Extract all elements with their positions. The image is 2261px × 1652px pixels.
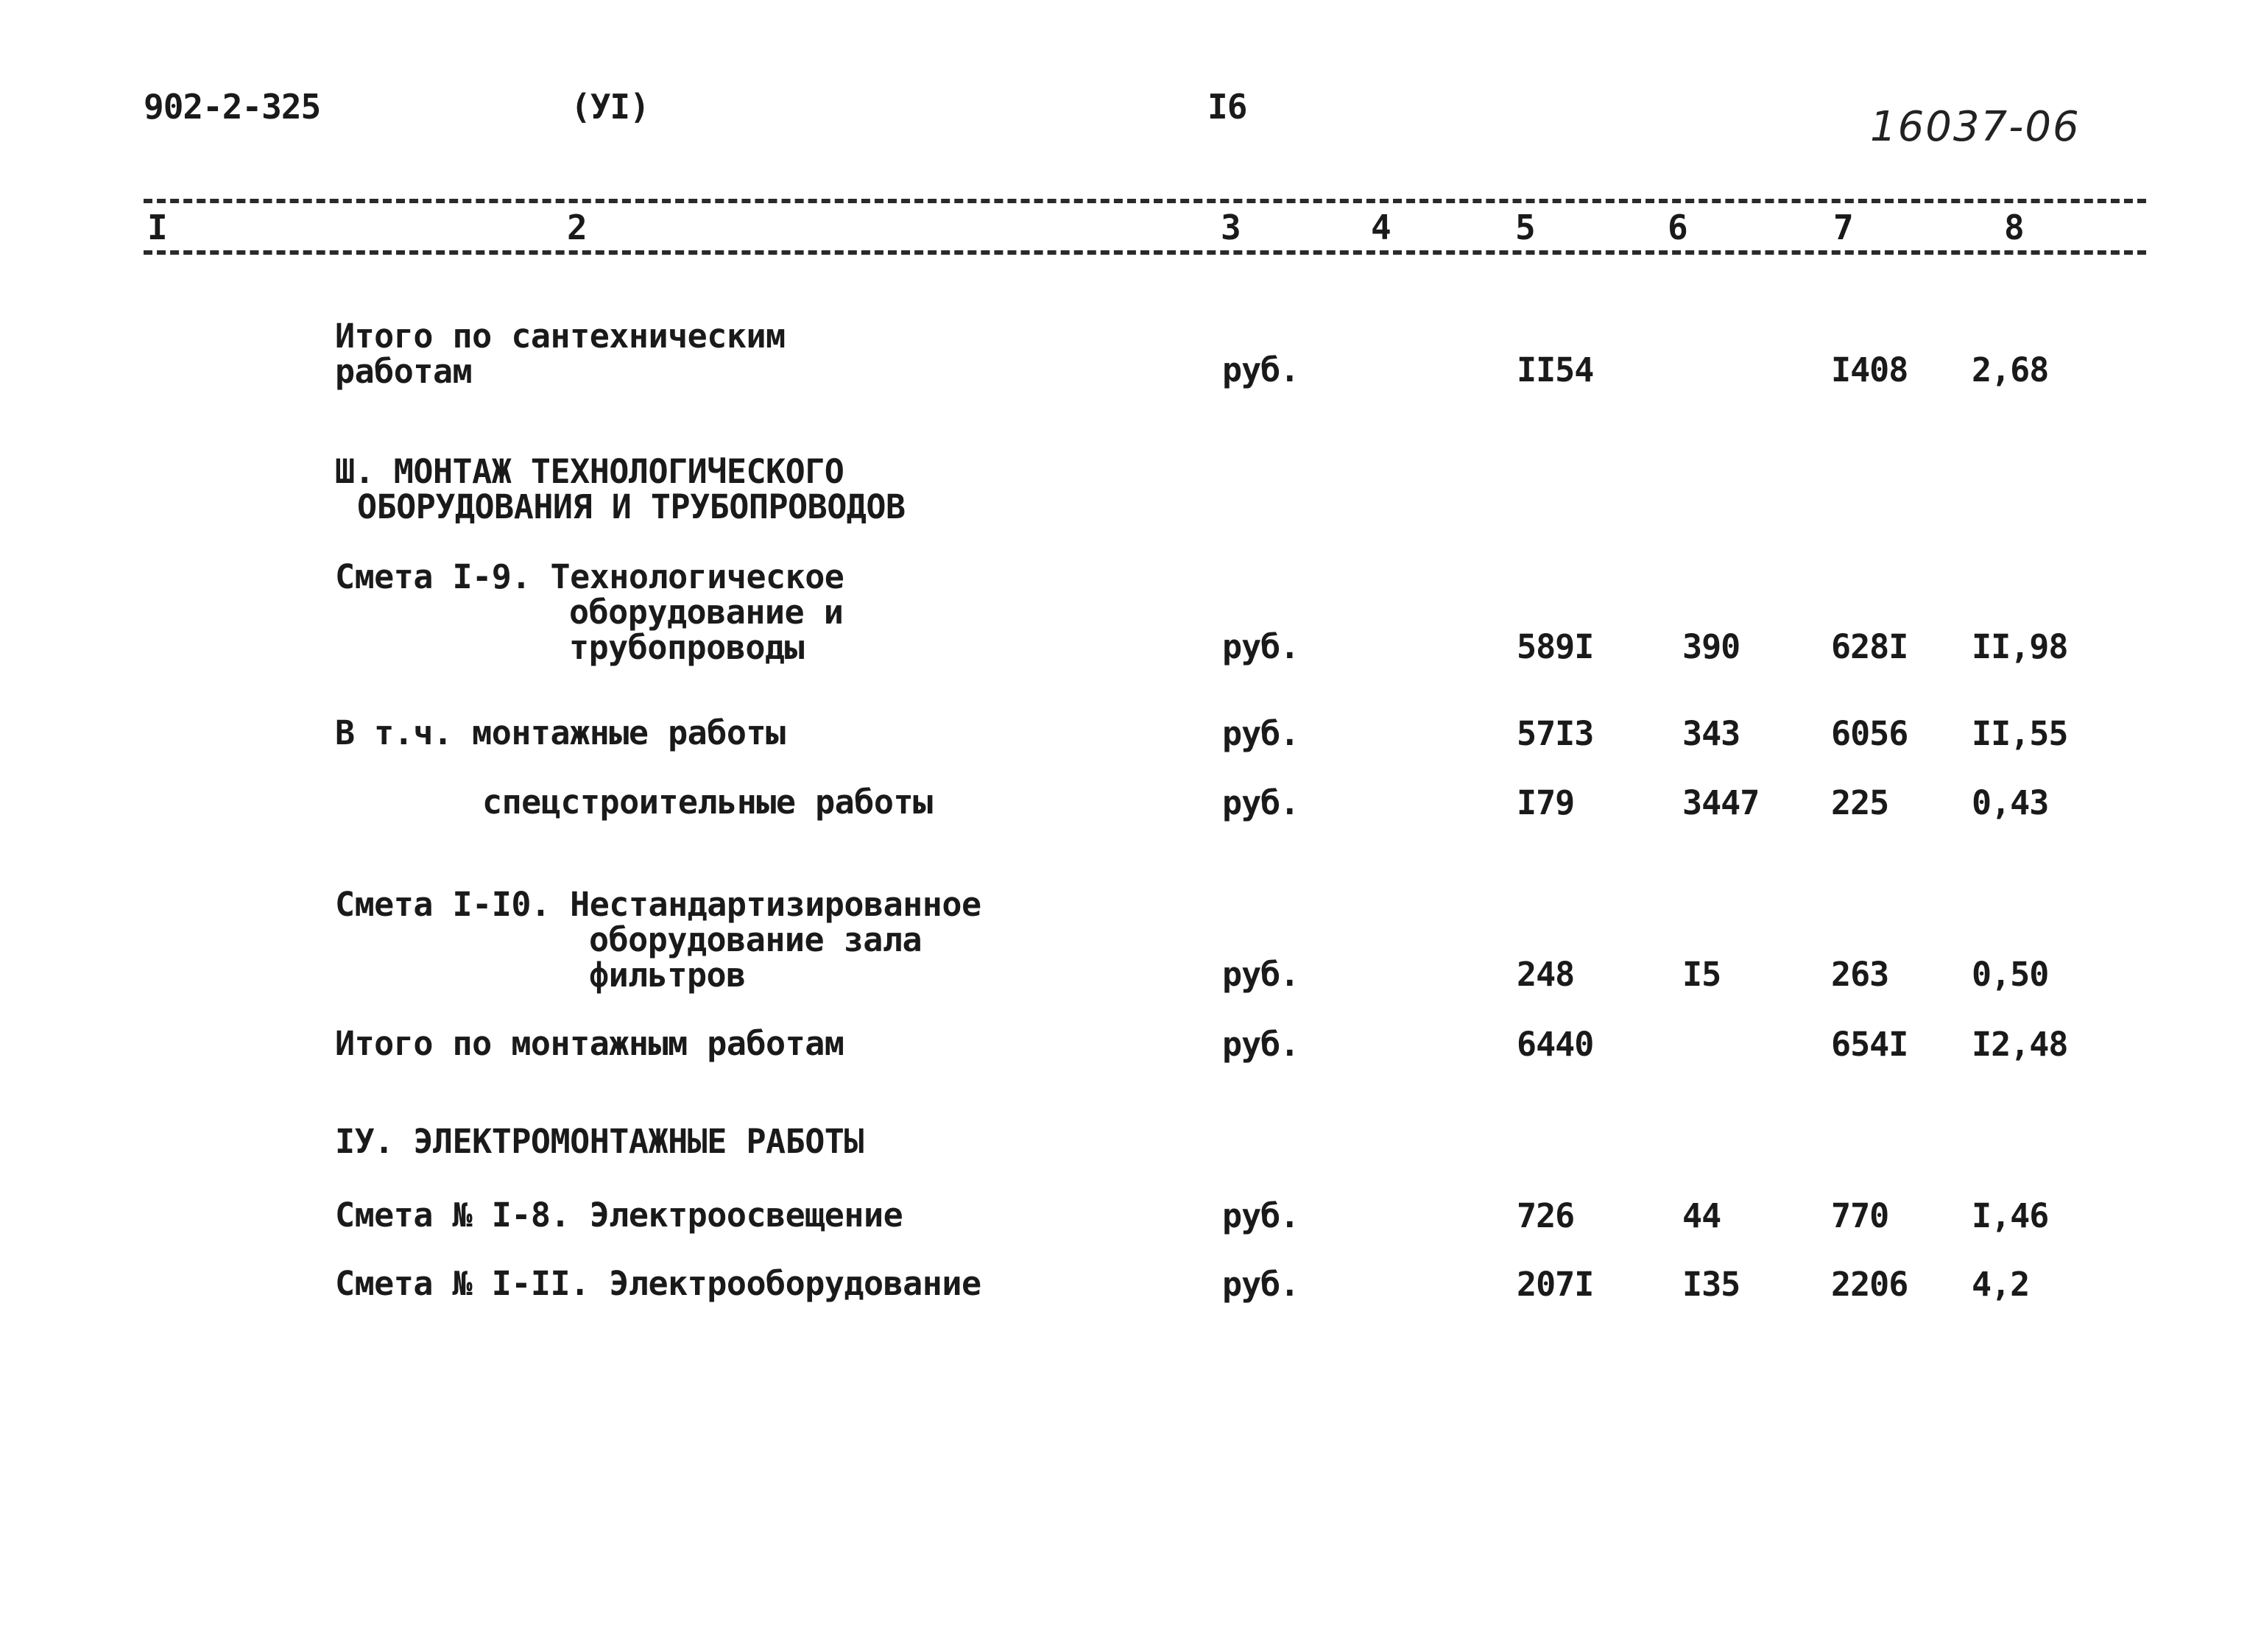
section-heading: Ш. МОНТАЖ ТЕХНОЛОГИЧЕСКОГО ОБОРУДОВАНИЯ И ТРУБОПРОВОДОВ — [335, 452, 906, 526]
row-col7-value: 6056 — [1831, 714, 1908, 753]
row-col5-value: 726 — [1517, 1196, 1575, 1235]
page-number: I6 — [1207, 87, 1247, 127]
section-heading: IУ. ЭЛЕКТРОМОНТАЖНЫЕ РАБОТЫ — [335, 1122, 864, 1161]
row-unit: руб. — [1222, 714, 1299, 753]
row-col8-value: 0,50 — [1972, 955, 2049, 994]
row-col5-value: 207I — [1517, 1265, 1594, 1304]
col-5-number: 5 — [1515, 208, 1536, 247]
table-row-label: спецстроительные работы — [482, 783, 933, 822]
row-unit: руб. — [1222, 1265, 1299, 1304]
row-unit: руб. — [1222, 955, 1299, 994]
row-unit: руб. — [1222, 350, 1299, 389]
row-col5-value: 589I — [1517, 627, 1594, 666]
col-2-number: 2 — [567, 208, 588, 247]
table-row-label: В т.ч. монтажные работы — [335, 713, 786, 752]
col-6-number: 6 — [1668, 208, 1688, 247]
row-col6-value: 390 — [1682, 627, 1740, 666]
header-rule-bottom — [144, 250, 2146, 255]
row-col6-value: I5 — [1682, 955, 1721, 994]
table-row-label: Смета № I-8. Электроосвещение — [335, 1196, 903, 1235]
col-3-number: 3 — [1221, 208, 1241, 247]
col-1-number: I — [147, 208, 168, 247]
row-col6-value: I35 — [1682, 1265, 1740, 1304]
row-col7-value: 628I — [1831, 627, 1908, 666]
row-col5-value: 248 — [1517, 955, 1575, 994]
row-col7-value: 654I — [1831, 1025, 1908, 1064]
row-col8-value: II,55 — [1972, 714, 2068, 753]
row-col6-value: 3447 — [1682, 783, 1760, 822]
archive-number: 16037-06 — [1870, 103, 2081, 151]
row-col8-value: 2,68 — [1972, 350, 2049, 389]
row-col5-value: II54 — [1517, 350, 1594, 389]
row-col7-value: 225 — [1831, 783, 1889, 822]
row-unit: руб. — [1222, 783, 1299, 822]
row-col8-value: 4,2 — [1972, 1265, 2030, 1304]
row-col8-value: I,46 — [1972, 1196, 2049, 1235]
row-col8-value: 0,43 — [1972, 783, 2049, 822]
row-col6-value: 343 — [1682, 714, 1740, 753]
col-7-number: 7 — [1833, 208, 1854, 247]
table-row-label: Итого по монтажным работам — [335, 1024, 844, 1063]
col-8-number: 8 — [2004, 208, 2025, 247]
col-4-number: 4 — [1371, 208, 1391, 247]
row-col6-value: 44 — [1682, 1196, 1721, 1235]
volume-label: (УI) — [571, 87, 649, 127]
row-col5-value: 6440 — [1517, 1025, 1594, 1064]
row-col5-value: I79 — [1517, 783, 1575, 822]
table-row-label: Смета I-9. Технологическое оборудование и трубопроводы — [335, 557, 844, 667]
row-col8-value: I2,48 — [1972, 1025, 2068, 1064]
row-unit: руб. — [1222, 1196, 1299, 1235]
row-col7-value: I408 — [1831, 350, 1908, 389]
row-col7-value: 770 — [1831, 1196, 1889, 1235]
header-rule-top — [144, 199, 2146, 203]
row-col8-value: II,98 — [1972, 627, 2068, 666]
doc-code: 902-2-325 — [144, 87, 321, 127]
row-col7-value: 2206 — [1831, 1265, 1908, 1304]
table-row-label: Итого по сантехническим работам — [335, 317, 786, 391]
row-unit: руб. — [1222, 1025, 1299, 1064]
row-unit: руб. — [1222, 627, 1299, 666]
row-col5-value: 57I3 — [1517, 714, 1594, 753]
row-col7-value: 263 — [1831, 955, 1889, 994]
table-row-label: Смета № I-II. Электрооборудование — [335, 1264, 981, 1303]
table-row-label: Смета I-I0. Нестандартизированное оборудование зала фильтров — [335, 885, 981, 995]
